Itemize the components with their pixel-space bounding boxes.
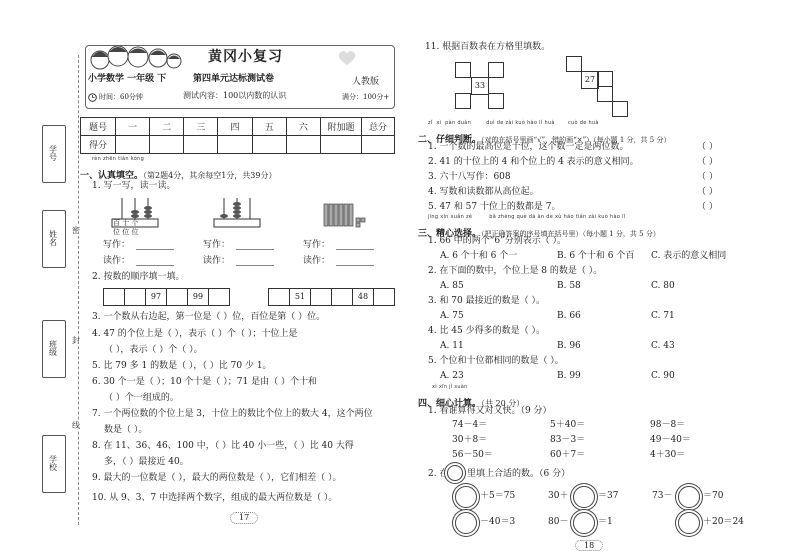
sec2-pinyin: zǐ xì pàn duàn duì de zài kuò hào lǐ huà cuò de huà: [428, 120, 599, 126]
q11-text: 11. 根据百数表在方格里填数。: [425, 42, 551, 52]
choice-option[interactable]: A. 75: [440, 311, 464, 321]
judge-2: 2. 41 的十位上的 4 和个位上的 4 表示的意义相同。: [428, 157, 639, 167]
choice-option[interactable]: B. 6 个十和 6 个百: [557, 251, 635, 261]
grid-cell[interactable]: [488, 93, 504, 109]
choice-option[interactable]: A. 23: [440, 371, 464, 381]
read-label-1: 读作：: [103, 256, 131, 266]
seq1-cell[interactable]: [208, 288, 230, 306]
choice-option[interactable]: A. 85: [440, 281, 464, 291]
choice-option[interactable]: B. 58: [557, 281, 581, 291]
sec3-pinyin: jīng xīn xuǎn zé bǎ zhèng què dá àn de xù hào tián zài kuò hào lǐ: [428, 214, 626, 220]
cut-char-seal: 密: [72, 226, 80, 235]
sec1-title: 一、认真填空。: [80, 171, 144, 181]
q1-text: 1. 写一写，读一读。: [92, 181, 176, 191]
place-sublabel: 位: [122, 228, 130, 236]
cut-char-line: 线: [72, 421, 80, 430]
score-table: [80, 117, 395, 154]
q7-text-a: 7. 一个两位数的个位上是 3，十位上的数比个位上的数大 4，这个两位: [92, 409, 373, 419]
sec3-note: （把正确答案的序号填在括号里）（每小题 1 分，共 5 分）: [481, 230, 660, 238]
cut-char-close: 封: [72, 336, 80, 345]
calc-q2-post: 里填上合适的数。（6 分）: [467, 469, 571, 479]
choice-4-question: 4. 比 45 少得多的数是（ ）。: [428, 326, 545, 336]
subject-label: 小学数学 一年级 下: [88, 74, 167, 84]
q10-text: 10. 从 9、3、7 中选择两个数字，组成的最大两位数是（ ）。: [92, 493, 338, 503]
choice-option[interactable]: A. 6 个十和 6 个一: [440, 251, 518, 261]
choice-option[interactable]: C. 表示的意义相同: [651, 251, 727, 261]
judge-1: 1. 一个数的最高位是十位，这个数一定是两位数。: [428, 142, 629, 152]
student-id-label: 学号: [48, 145, 58, 161]
write-blank-1[interactable]: [136, 249, 174, 250]
read-blank-3[interactable]: [336, 265, 374, 266]
content-label: 测试内容：100以内数的认识: [183, 91, 287, 100]
score-header-cell: 二: [150, 118, 184, 136]
binding-strip: [42, 75, 70, 510]
score-input[interactable]: [116, 136, 150, 154]
abacus-2: [212, 195, 262, 235]
score-input[interactable]: [218, 136, 252, 154]
clock-icon: [88, 93, 97, 102]
choice-5-question: 5. 个位和十位都相同的数是（ ）。: [428, 356, 564, 366]
exam-title: 第四单元达标测试卷: [193, 74, 275, 84]
page-number-left: 17: [230, 512, 258, 524]
judge-answer-paren[interactable]: （ ）: [697, 172, 718, 182]
seq1-cell: 97: [145, 288, 167, 306]
write-label-2: 写作：: [203, 240, 231, 250]
seq2-cell: 48: [352, 288, 374, 306]
choice-2-question: 2. 在下面的数中，个位上是 8 的数是（ ）。: [428, 266, 603, 276]
grid-cell[interactable]: [597, 86, 613, 102]
flower-blank[interactable]: [678, 486, 700, 508]
score-row-label: 得分: [81, 136, 116, 154]
judge-answer-paren[interactable]: （ ）: [697, 187, 718, 197]
heart-icon: [336, 50, 358, 66]
score-header-cell: 三: [184, 118, 218, 136]
calc-q1-text: 1. 看谁算得又对又快。（9 分）: [428, 406, 552, 416]
fill-expr: ＋20＝24: [703, 517, 744, 527]
calc-item: 4＋30＝: [650, 450, 686, 460]
judge-answer-paren[interactable]: （ ）: [697, 157, 718, 167]
fill-expr: ＝1: [598, 517, 613, 527]
grid-cell[interactable]: [488, 62, 504, 78]
flower-blank[interactable]: [573, 512, 595, 534]
grid-cell[interactable]: [612, 101, 628, 117]
score-header-cell: 五: [252, 118, 286, 136]
seq2-cell[interactable]: [268, 288, 290, 306]
score-header-cell: 总分: [362, 118, 395, 136]
seq1-cell[interactable]: [166, 288, 188, 306]
full-score-label: 满分：100分+: [342, 93, 390, 101]
read-blank-1[interactable]: [136, 265, 174, 266]
judge-5: 5. 47 和 57 十位上的数都是 7。: [428, 202, 561, 212]
flower-blank[interactable]: [573, 486, 595, 508]
write-label-1: 写作：: [103, 240, 131, 250]
score-input[interactable]: [321, 136, 362, 154]
seq1-cell[interactable]: [103, 288, 125, 306]
page-number-right: 18: [575, 540, 603, 551]
fill-expr: 80－: [548, 517, 569, 527]
calc-item: 60＋7＝: [550, 450, 586, 460]
q8-text-a: 8. 在 11、36、46、100 中，（ ）比 40 小一些，（ ）比 40 大得: [92, 441, 354, 451]
score-header-cell: 附加题: [321, 118, 362, 136]
grid-cell[interactable]: [455, 62, 471, 78]
judge-4: 4. 写数和读数都从高位起。: [428, 187, 539, 197]
score-input[interactable]: [286, 136, 320, 154]
q2-text: 2. 按数的顺序填一填。: [92, 272, 185, 282]
judge-3: 3. 六十八写作：608: [428, 172, 511, 182]
grid-cell-given: 27: [581, 71, 599, 89]
sec2-title: 二、仔细判断。: [418, 135, 482, 145]
choice-option[interactable]: C. 90: [651, 371, 675, 381]
choice-1-question: 1. 66 中的两个“6”分别表示（ ）。: [428, 236, 567, 246]
grid-cell[interactable]: [566, 56, 582, 72]
place-label: 个: [131, 219, 139, 227]
q6-text-a: 6. 30 个一是（ ）；10 个十是（ ）；71 是由（ ）个十和: [92, 377, 317, 387]
calc-item: 5＋40＝: [550, 420, 586, 430]
children-illustration: [88, 42, 183, 74]
choice-option[interactable]: C. 43: [651, 341, 675, 351]
name-label: 姓名: [48, 230, 58, 246]
score-input[interactable]: [252, 136, 286, 154]
q4-text-a: 4. 47 的个位上是（ ），表示（ ）个（ ）；十位上是: [92, 329, 298, 339]
sec1-pinyin: rèn zhēn tián kòng: [92, 156, 145, 162]
place-sublabel: 位: [113, 228, 120, 236]
sec1-note: （第2题4分，其余每空1分，共39分）: [143, 171, 277, 180]
seq2-cell[interactable]: [331, 288, 353, 306]
choice-option[interactable]: C. 71: [651, 311, 675, 321]
cut-line: [78, 55, 79, 525]
calc-item: 98－8＝: [650, 420, 686, 430]
calc-item: 83－3＝: [550, 435, 586, 445]
q9-text: 9. 最大的一位数是（ ），最大的两位数是（ ），它们相差（ ）。: [92, 473, 342, 483]
q6-text-b: （ ）个一组成的。: [104, 393, 179, 403]
fill-expr: ＝70: [703, 491, 724, 501]
read-blank-2[interactable]: [236, 265, 274, 266]
q4-text-b: （ ），表示（ ）个（ ）。: [104, 345, 203, 355]
brand-title: 黄冈小复习: [208, 49, 283, 65]
sec3-title: 三、精心选择。: [418, 229, 482, 239]
flower-blank[interactable]: [678, 512, 700, 534]
choice-3-question: 3. 和 70 最接近的数是（ ）。: [428, 296, 545, 306]
q3-text: 3. 一个数从右边起，第一位是（ ）位，百位是第（ ）位。: [92, 312, 326, 322]
read-label-3: 读作：: [303, 256, 331, 266]
flower-icon: [447, 465, 463, 481]
time-label: 时间：60分钟: [99, 93, 143, 101]
sec2-note: （对的在括号里画“√”，错的画“×”）（每小题 1 分，共 5 分）: [481, 136, 671, 144]
score-header-cell: 四: [218, 118, 252, 136]
choice-option[interactable]: B. 66: [557, 311, 581, 321]
score-input[interactable]: [362, 136, 395, 154]
sec4-pinyin: xì xīn jì suàn: [432, 384, 468, 390]
abacus-1-labels: [113, 219, 138, 237]
fill-expr: －40＝3: [480, 517, 516, 527]
q7-text-b: 数是（ ）。: [104, 425, 148, 435]
score-input[interactable]: [184, 136, 218, 154]
calc-item: 30＋8＝: [452, 435, 488, 445]
seq1-cell[interactable]: [124, 288, 146, 306]
flower-blank[interactable]: [455, 512, 477, 534]
q5-text: 5. 比 79 多 1 的数是（ ），（ ）比 70 少 1。: [92, 361, 272, 371]
counting-blocks: [322, 198, 370, 228]
edition-label: 人教版: [352, 77, 380, 87]
calc-q2-pre: 2. 在: [428, 469, 449, 479]
judge-answer-paren[interactable]: （ ）: [697, 202, 718, 212]
grid-cell[interactable]: [597, 71, 613, 87]
place-label: 十: [122, 219, 130, 227]
score-header-cell: 六: [286, 118, 320, 136]
school-label: 学校: [48, 455, 58, 471]
sec4-note: （共 20 分）: [481, 399, 525, 408]
choice-option[interactable]: C. 80: [651, 281, 675, 291]
grid-cell-given: 33: [471, 77, 489, 95]
grid-cell[interactable]: [455, 93, 471, 109]
place-sublabel: 位: [131, 228, 139, 236]
sec4-title: 四、细心计算。: [418, 399, 482, 409]
score-header-cell: 一: [116, 118, 150, 136]
score-input[interactable]: [150, 136, 184, 154]
flower-blank[interactable]: [455, 486, 477, 508]
seq2-cell[interactable]: [373, 288, 395, 306]
read-label-2: 读作：: [203, 256, 231, 266]
write-blank-3[interactable]: [336, 249, 374, 250]
fill-expr: 30＋: [548, 491, 569, 501]
calc-item: 49－40＝: [650, 435, 691, 445]
calc-item: 74－4＝: [452, 420, 488, 430]
fill-expr: ＋5＝75: [480, 491, 516, 501]
fill-expr: ＝37: [598, 491, 619, 501]
q8-text-b: 多，（ ）最接近 40。: [104, 457, 189, 467]
seq2-cell[interactable]: [310, 288, 332, 306]
score-header-cell: 题号: [81, 118, 116, 136]
class-label: 班级: [48, 340, 58, 356]
seq2-cell: 51: [289, 288, 311, 306]
choice-option[interactable]: B. 99: [557, 371, 581, 381]
judge-answer-paren[interactable]: （ ）: [697, 142, 718, 152]
sec1-heading: [80, 163, 276, 182]
place-label: 百: [113, 219, 120, 227]
calc-item: 56－50＝: [452, 450, 493, 460]
write-label-3: 写作：: [303, 240, 331, 250]
fill-expr: 73－: [652, 491, 673, 501]
choice-option[interactable]: A. 11: [440, 341, 464, 351]
seq1-cell: 99: [187, 288, 209, 306]
write-blank-2[interactable]: [236, 249, 274, 250]
choice-option[interactable]: B. 96: [557, 341, 581, 351]
